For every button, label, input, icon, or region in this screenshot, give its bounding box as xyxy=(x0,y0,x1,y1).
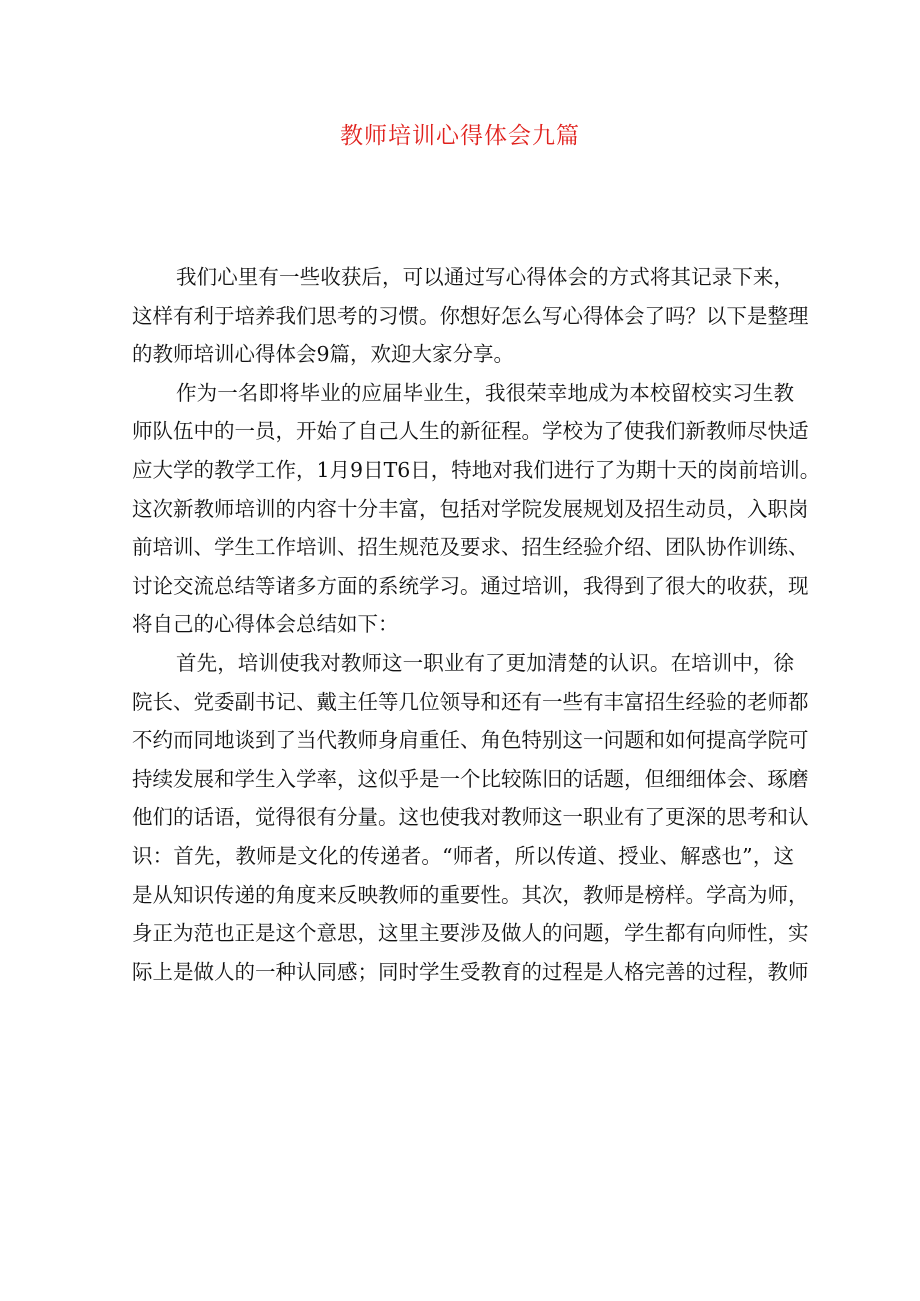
paragraph-line: 讨论交流总结等诸多方面的系统学习。通过培训，我得到了很大的收获，现 xyxy=(132,573,809,598)
paragraph-line: 应大学的教学工作，1月9日T6日，特地对我们进行了为期十天的岗前培训。 xyxy=(132,457,821,482)
paragraph-line: 作为一名即将毕业的应届毕业生，我很荣幸地成为本校留校实习生教 xyxy=(176,380,794,405)
paragraph-line: 这样有利于培养我们思考的习惯。你想好怎么写心得体会了吗？以下是整理 xyxy=(132,303,809,328)
paragraph-line: 他们的话语，觉得很有分量。这也使我对教师这一职业有了更深的思考和认 xyxy=(132,805,809,830)
paragraph-line: 持续发展和学生入学率，这似乎是一个比较陈旧的话题，但细细体会、琢磨 xyxy=(132,766,809,791)
paragraph-line: 的教师培训心得体会9篇，欢迎大家分享。 xyxy=(132,342,515,367)
paragraph-line: 师队伍中的一员，开始了自己人生的新征程。学校为了使我们新教师尽快适 xyxy=(132,419,809,444)
paragraph-line: 是从知识传递的角度来反映教师的重要性。其次，教师是榜样。学高为师， xyxy=(132,882,809,907)
paragraph-training xyxy=(132,374,821,644)
paragraph-line: 首先，培训使我对教师这一职业有了更加清楚的认识。在培训中，徐 xyxy=(176,650,794,675)
paragraph-line: 身正为范也正是这个意思，这里主要涉及做人的问题，学生都有向师性，实 xyxy=(132,921,809,946)
paragraph-line: 识：首先，教师是文化的传递者。“师者，所以传道、授业、解惑也”，这 xyxy=(132,843,794,868)
paragraph-line: 前培训、学生工作培训、招生规范及要求、招生经验介绍、团队协作训练、 xyxy=(132,535,809,560)
document-body xyxy=(132,258,821,991)
document-title: 教师培训心得体会九篇 xyxy=(340,123,580,149)
paragraph-intro xyxy=(132,258,809,374)
paragraph-first-point xyxy=(132,644,809,991)
paragraph-line: 院长、党委副书记、戴主任等几位领导和还有一些有丰富招生经验的老师都 xyxy=(132,689,809,714)
paragraph-line: 际上是做人的一种认同感；同时学生受教育的过程是人格完善的过程，教师 xyxy=(132,959,809,984)
paragraph-line: 这次新教师培训的内容十分丰富，包括对学院发展规划及招生动员，入职岗 xyxy=(132,496,809,521)
paragraph-line: 将自己的心得体会总结如下： xyxy=(132,612,399,637)
paragraph-line: 我们心里有一些收获后，可以通过写心得体会的方式将其记录下来， xyxy=(176,265,794,289)
paragraph-line: 不约而同地谈到了当代教师身肩重任、角色特别这一问题和如何提高学院可 xyxy=(132,728,809,753)
